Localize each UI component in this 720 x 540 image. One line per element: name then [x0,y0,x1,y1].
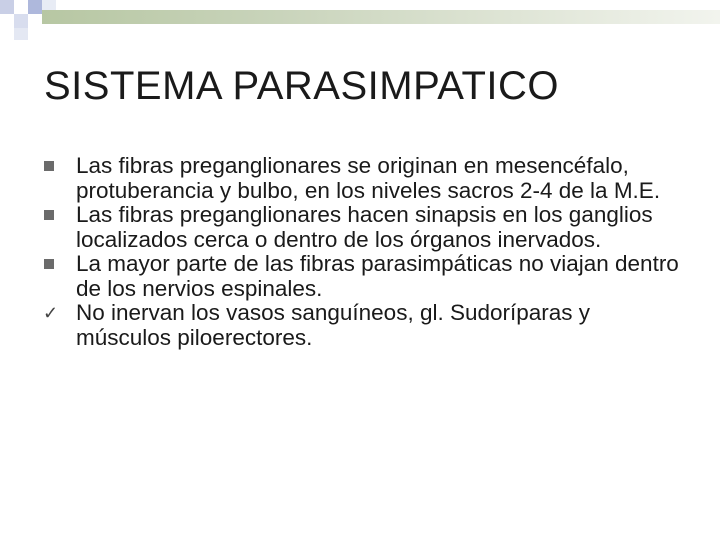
square-bullet-icon [44,210,54,220]
bullet-text: Las fibras preganglionares se originan en mesencéfalo, protuberancia y bulbo, en los niveles sacros 2-4 de la M.E. [76,153,661,203]
bullet-item [40,203,690,252]
deco-square [14,28,28,40]
deco-square [28,0,42,14]
bullet-item [40,301,690,350]
square-bullet-icon [44,161,54,171]
checkmark-bullet-icon: ✓ [43,303,59,323]
square-bullet-icon [44,259,54,269]
deco-square [14,14,28,28]
deco-square [28,14,42,28]
bullet-text: La mayor parte de las fibras parasimpáticas no viajan dentro de los nervios espinales. [76,251,679,301]
slide-title: SISTEMA PARASIMPATICO [44,64,560,108]
bullet-item [40,154,690,203]
deco-square [0,14,14,28]
deco-square [0,0,14,14]
bullet-item [40,252,690,301]
bullet-text: No inervan los vasos sanguíneos, gl. Sudoríparas y músculos piloerectores. [76,300,591,350]
bullet-text: Las fibras preganglionares hacen sinapsis en los ganglios localizados cerca o dentro de los órganos inervados. [76,202,653,252]
bullet-list [40,154,690,350]
top-gradient-bar [42,10,720,24]
deco-square [14,0,28,14]
